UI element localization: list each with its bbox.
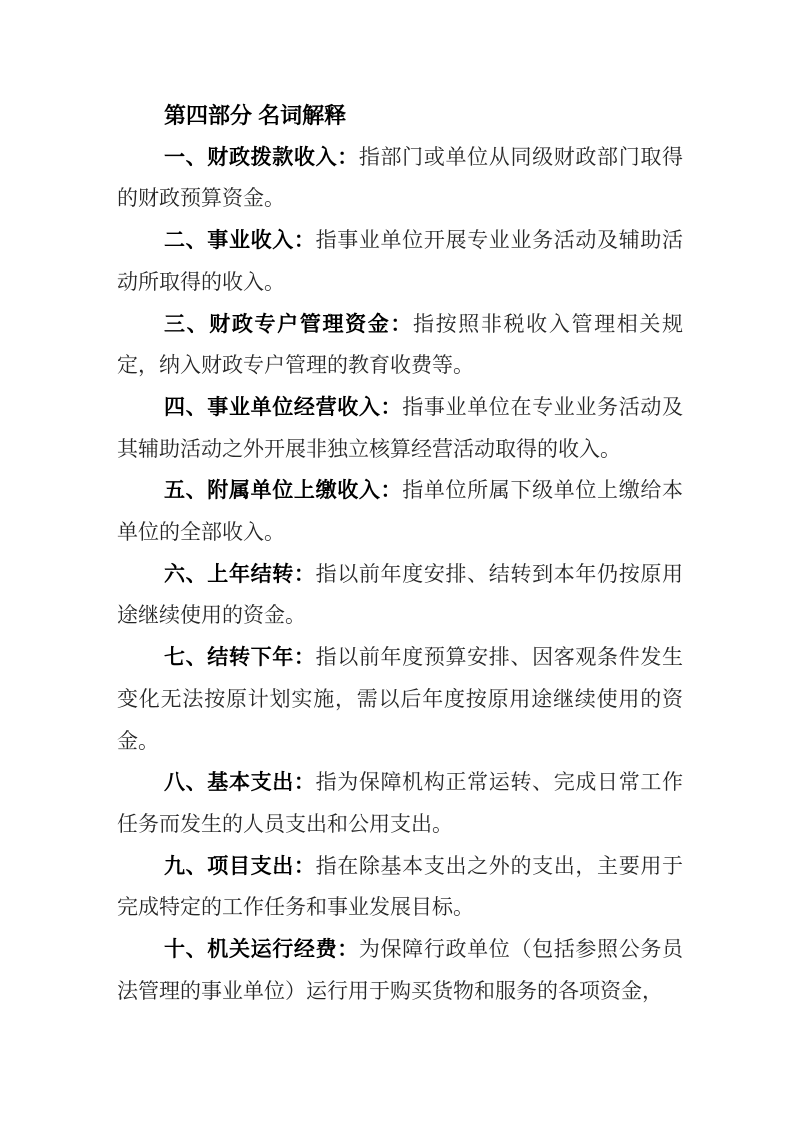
definition-text: 指在除基本支出之外的支出，主要用于完成特定的工作任务和事业发展目标。: [117, 853, 684, 920]
definition-paragraph: [117, 637, 683, 762]
definition-paragraph: [117, 304, 683, 387]
definition-text: 指事业单位开展专业业务活动及辅助活动所取得的收入。: [117, 228, 684, 294]
definition-text: 指部门或单位从同级财政部门取得的财政预算资金。: [117, 144, 684, 211]
definition-term: 一、财政拨款收入：: [164, 145, 359, 169]
definition-paragraph: [117, 846, 683, 929]
definition-text: 为保障行政单位（包括参照公务员法管理的事业单位）运行用于购买货物和服务的各项资金，: [117, 937, 684, 1003]
definition-term: 四、事业单位经营收入：: [164, 395, 403, 419]
definition-term: 三、财政专户管理资金：: [164, 312, 413, 336]
definition-term: 六、上年结转：: [164, 562, 316, 586]
definition-text: 指为保障机构正常运转、完成日常工作任务而发生的人员支出和公用支出。: [117, 770, 684, 836]
definition-text: 指按照非税收入管理相关规定，纳入财政专户管理的教育收费等。: [117, 311, 683, 378]
document-content: [117, 95, 683, 1012]
definition-term: 五、附属单位上缴收入：: [164, 479, 403, 503]
definition-text: 指以前年度预算安排、因客观条件发生变化无法按原计划实施，需以后年度按原用途继续使用的资金。: [117, 645, 684, 753]
definition-paragraph: [117, 220, 683, 303]
definition-term: 十、机关运行经费：: [164, 938, 359, 962]
definition-text: 指事业单位在专业业务活动及其辅助活动之外开展非独立核算经营活动取得的收入。: [117, 394, 684, 461]
definition-paragraph: [117, 470, 683, 553]
definition-paragraph: [117, 137, 683, 220]
definition-paragraph: [117, 929, 683, 1012]
definition-text: 指单位所属下级单位上缴给本单位的全部收入。: [117, 478, 684, 545]
page-title: 第四部分 名词解释: [164, 103, 347, 128]
definition-term: 二、事业收入：: [164, 229, 316, 253]
definition-term: 七、结转下年：: [164, 646, 316, 670]
definition-paragraph: [117, 762, 683, 845]
definition-term: 八、基本支出：: [164, 771, 316, 795]
definition-term: 九、项目支出：: [164, 854, 316, 878]
definition-text: 指以前年度安排、结转到本年仍按原用途继续使用的资金。: [117, 561, 684, 628]
definition-paragraph: [117, 387, 683, 470]
definition-paragraph: [117, 554, 683, 637]
